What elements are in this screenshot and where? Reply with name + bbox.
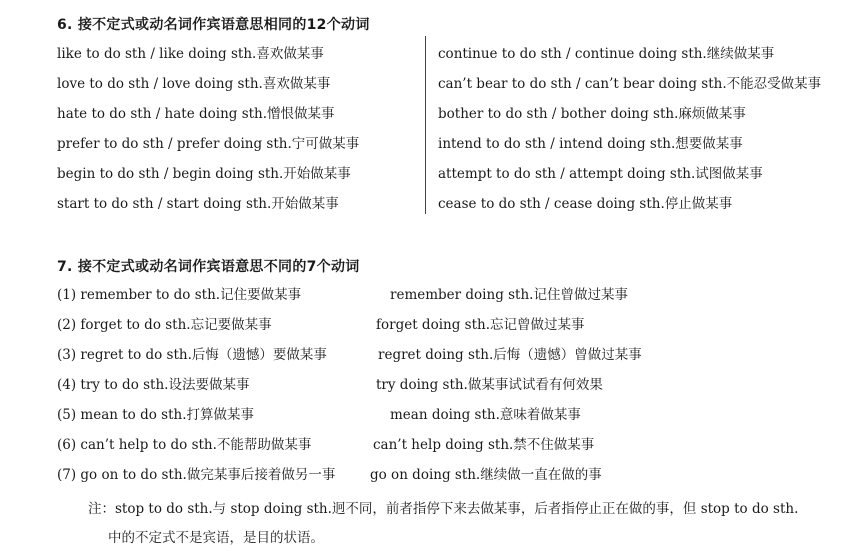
s6-right-row-6: cease to do sth / cease doing sth.停止做某事	[438, 196, 733, 212]
s6-left-row-2: love to do sth / love doing sth.喜欢做某事	[57, 76, 331, 92]
s7-item-6-left: (6) can’t help to do sth.不能帮助做某事	[57, 437, 312, 453]
note-line-1: 注：stop to do sth.与 stop doing sth.迥不同，前者指停下来去做某事，后者指停止正在做的事，但 stop to do sth.	[88, 501, 799, 517]
s6-left-row-1: like to do sth / like doing sth.喜欢做某事	[57, 46, 324, 62]
s7-item-2-left: (2) forget to do sth.忘记要做某事	[57, 317, 272, 333]
s6-left-row-3: hate to do sth / hate doing sth.憎恨做某事	[57, 106, 335, 122]
s7-item-5-right: mean doing sth.意味着做某事	[390, 407, 581, 423]
s7-item-3-right: regret doing sth.后悔（遗憾）曾做过某事	[378, 347, 642, 363]
s6-right-row-5: attempt to do sth / attempt doing sth.试图做某事	[438, 166, 763, 182]
s7-item-4-left: (4) try to do sth.设法要做某事	[57, 377, 250, 393]
s7-item-2-right: forget doing sth.忘记曾做过某事	[376, 317, 585, 333]
s7-item-5-left: (5) mean to do sth.打算做某事	[57, 407, 254, 423]
section-7-heading: 7. 接不定式或动名词作宾语意思不同的7个动词	[57, 259, 360, 275]
s7-item-1-right: remember doing sth.记住曾做过某事	[390, 287, 628, 303]
s7-item-3-left: (3) regret to do sth.后悔（遗憾）要做某事	[57, 347, 327, 363]
column-divider	[425, 36, 426, 214]
s6-right-row-1: continue to do sth / continue doing sth.继续做某事	[438, 46, 775, 62]
s6-left-row-6: start to do sth / start doing sth.开始做某事	[57, 196, 339, 212]
s6-right-row-3: bother to do sth / bother doing sth.麻烦做某事	[438, 106, 746, 122]
s7-item-4-right: try doing sth.做某事试试看有何效果	[376, 377, 603, 393]
s6-right-row-4: intend to do sth / intend doing sth.想要做某事	[438, 136, 743, 152]
note-line-2: 中的不定式不是宾语，是目的状语。	[108, 530, 324, 546]
s7-item-1-left: (1) remember to do sth.记住要做某事	[57, 287, 302, 303]
s6-left-row-4: prefer to do sth / prefer doing sth.宁可做某事	[57, 136, 360, 152]
s7-item-6-right: can’t help doing sth.禁不住做某事	[373, 437, 595, 453]
section-6-heading: 6. 接不定式或动名词作宾语意思相同的12个动词	[57, 17, 370, 33]
s7-item-7-right: go on doing sth.继续做一直在做的事	[370, 467, 602, 483]
s7-item-7-left: (7) go on to do sth.做完某事后接着做另一事	[57, 467, 336, 483]
s6-right-row-2: can’t bear to do sth / can’t bear doing sth.不能忍受做某事	[438, 76, 822, 92]
s6-left-row-5: begin to do sth / begin doing sth.开始做某事	[57, 166, 351, 182]
